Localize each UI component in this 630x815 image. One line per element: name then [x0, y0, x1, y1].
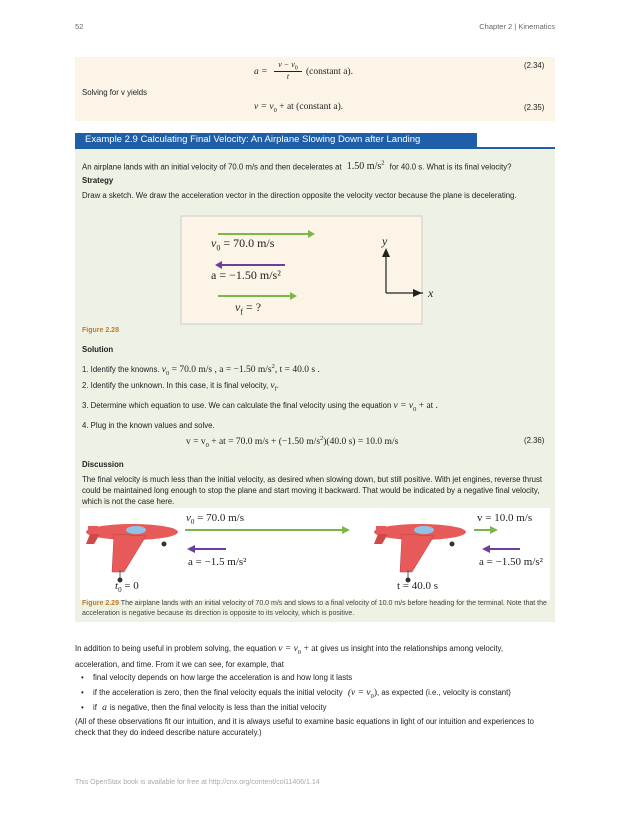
page-number: 52 — [75, 22, 84, 31]
figure-2-28-a-label: a = −1.50 m/s² — [211, 268, 281, 282]
figure-2-28-caption: Figure 2.28 — [82, 327, 119, 334]
figure-2-29-right-velocity: v = 10.0 m/s — [477, 512, 533, 524]
strategy-heading: Strategy — [82, 176, 114, 185]
body-paragraph-1: In addition to being useful in problem solving, the equation $v = v_0$ + at gives us insight into the relationships among velocity, — [75, 644, 504, 656]
equation-2-36: $v = v_0$ + at = 70.0 m/s + (−1.50 $m/s^2)(40.0$ s) = 10.0 m/s — [186, 435, 399, 450]
figure-2-29-right-time: t = 40.0 s — [397, 580, 439, 592]
closing-paragraph: (All of these observations fit our intuition, and it is always useful to examine basic equations in light of our intuition and experiences to check that they do indeed describe nature accurately.) — [75, 717, 534, 737]
step-1: 1. Identify the knowns. $v_0 = 70.0$ m/s , a = −1.50 $m/s^2$, t = 40.0 s . — [82, 363, 320, 378]
discussion-heading: Discussion — [82, 460, 124, 469]
figure-2-29-left-time: $t_0 = 0$ — [115, 580, 139, 595]
body-paragraph-2: acceleration, and time. From it we can see, for example, that — [75, 660, 284, 669]
footer-text: This OpenStax book is available for free at http://cnx.org/content/col11406/1.14 — [75, 779, 320, 786]
equation-number-2-36: (2.36) — [524, 436, 545, 445]
figure-2-28-vf-label: $v_f$ = ? — [235, 300, 262, 317]
figure-2-29-left-velocity: $v_0 = 70.0$ m/s — [186, 512, 244, 527]
step-3: 3. Determine which equation to use. We can calculate the final velocity using the equation $v = v_0$ + at . — [82, 401, 439, 413]
figure-2-29-caption: Figure 2.29 The airplane lands with an initial velocity of 70.0 m/s and slows to a final velocity of 10.0 m/s before heading for the terminal. Note that the acceleration is negative because its direction is opposite to its velocity, which is positive. — [82, 600, 547, 617]
list-item: • if a is negative, then the final velocity is less than the initial velocity — [75, 700, 555, 715]
example-title: Example 2.9 Calculating Final Velocity: An Airplane Slowing Down after Landing — [75, 133, 477, 147]
list-item: • final velocity depends on how large the acceleration is and how long it lasts — [75, 670, 555, 685]
list-item: • if the acceleration is zero, then the final velocity equals the initial velocity $(v = v_0)$, as expected (i.e., velocity is constant) — [75, 685, 555, 700]
equation-number-2-34: (2.34) — [524, 61, 545, 70]
figure-2-28-v0-label: $v_0 = 70.0$ m/s — [211, 236, 275, 253]
solution-heading: Solution — [82, 345, 114, 354]
figure-2-29-right-acceleration: a = −1.50 m/s² — [479, 556, 543, 568]
y-axis-label: y — [382, 234, 388, 248]
step-2: 2. Identify the unknown. In this case, it is final velocity, $v_f$. — [82, 381, 279, 393]
solving-text: Solving for v yields — [82, 88, 148, 97]
discussion-text: The final velocity is much less than the initial velocity, as desired when slowing down, but still positive. With jet engines, reverse thrust could be maintained long enough to stop the plane and start moving it backward. That would be indicated by a negative final velocity, which is not the case here. — [82, 475, 543, 506]
equation-number-2-35: (2.35) — [524, 103, 545, 112]
step-4: 4. Plug in the known values and solve. — [82, 421, 215, 430]
example-title-rule — [75, 147, 555, 149]
problem-statement: An airplane lands with an initial velocity of 70.0 m/s and then decelerates at 1.50 $m/s^2$ for 40.0 s. What is its final velocity? — [82, 160, 512, 173]
strategy-text: Draw a sketch. We draw the acceleration vector in the direction opposite the velocity vector because the plane is decelerating. — [82, 191, 517, 200]
x-axis-label: x — [428, 286, 434, 300]
equation-2-35: $v = v_0$ + at (constant a). — [254, 102, 344, 114]
figure-2-29-left-acceleration: a = −1.5 m/s² — [188, 556, 247, 568]
chapter-title: Chapter 2 | Kinematics — [479, 22, 555, 31]
observations-list — [75, 670, 555, 715]
